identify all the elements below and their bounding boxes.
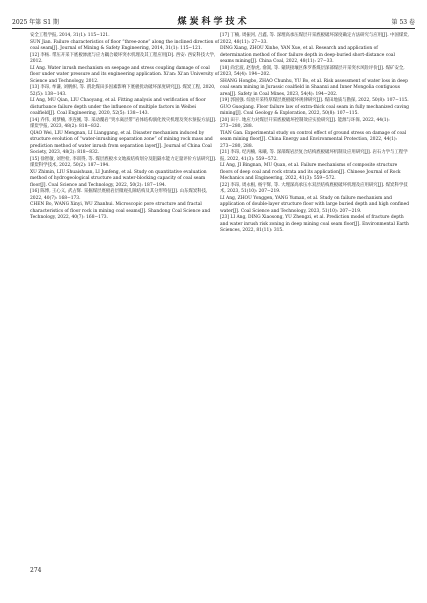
reference-entry: [23] LI Ang, DING Xiaosong, YU Zhengzi, et al. Prediction model of fracture depth and water inrush risk zoning in deep mining coal seam floor[J]. Environmental Earth Sciences, 2022, 81(11): 315. [220,215,409,233]
reference-entry: [17] 丁楠, 周振河, 吕鑫, 等. 深埋高承压煤层开采底板破坏深度确定方法研究与应用[J]. 中国煤炭, 2022, 48(11): 27−33. [220,33,410,45]
reference-entry: LI Ang, ZHOU Yonggen, YANG Yuman, et al. Study on failure mechanism and application of double-layer structure floor with large buried depth and high confined water[J]. Coal Science and Technology, 2023, 51(10): 207−219. [220,195,410,214]
reference-entry: LI Ang, JI Bingnan, MU Quan, et al. Failure mechanisms of composite structure floors of deep coal and rock strata and its application[J]. Chinese Journal of Rock Mechanics and Engineering, 2022, 41(3): 559−572. [220,163,401,181]
reference-entry: [20] 田干. 地应力对煤层开采底板破坏控制效应实验研究[J]. 能源与环保, 2022, 44(1): 273−280, 288. [220,117,390,129]
reference-entry: [13] 李昂, 牟谦, 刘帆帜, 等. 渭北煤田多因素影响下底板扰动破坏深度研究[J]. 煤炭工程, 2020, 52(5): 138−143. [30,85,216,97]
reference-entry: XU Zhimin, LIU Shuaishuan, LI Junfeng, et al. Study on quantitative evaluation method of hydrogeological structure and water-blocking capacity of coal seam floor[J]. Coal Science and Technology, 2022, 50(2): 187−194. [30,169,207,188]
page-header [12,14,415,26]
issue-label: 2025 年第 S1 期 [12,19,59,26]
reference-entry: TIAN Gan. Experimental study on control effect of ground stress on damage of coal seam mining floor[J]. China Energy and Environmental Protection, 2022, 44(1): 273−280, 288. [220,130,407,149]
reference-entry: GUO Guoqiang. Floor failure law of extra-thick coal seam in fully mechanized caving mining[J]. Coal Geology & Exploration, 2022, 50(8): 107−115. [220,104,409,116]
reference-entry: [19] 郭国强. 综放开采特厚煤层底板破坏规律研究[J]. 煤田地质与勘探, 2022, 50(8): 107−115. [220,98,409,103]
reference-entry: SUN Jian. Failure characteristics of floor “three-zone” along the inclined direction of coal seam[J]. Journal of Mining & Safety Engineering, 2014, 31(1): 115−121. [30,39,220,51]
journal-title: 煤炭科学技术 [177,17,250,27]
reference-entry: [22] 李昂, 周永根, 杨宇辉, 等. 大埋深高承压水双层结构底板破坏机理及应用研究[J]. 煤炭科学技术, 2023, 51(10): 207−219. [220,182,408,194]
reference-entry: DING Xiang, ZHOU Xinhe, YAN Xue, et al. Research and application of determination method of floor failure depth in deep-buried short-distance coal seams mining[J]. China Coal, 2022, 48(11): 27−33. [220,46,395,64]
reference-entry: [15] 徐智敏, 刘世检, 李训得, 等. 煤层底板水文地质结构划分及阻隔水能力定量评价方法研究[J]. 煤炭科学技术, 2022, 50(2): 187−194. [30,156,217,168]
reference-entry: [14] 乔伟, 刘梦楠, 李连刚, 等. 采动覆岩“突水离层带”岩体结构演化致灾机理及突水预报方法[J]. 煤炭学报, 2023, 48(2): 818−832. [30,117,217,129]
reference-entry: QIAO Wei, LIU Mengnan, LI Lianggang, et al. Disaster mechanism induced by structure evolution of “water-inrushing separation zone” of mining rock mass and prediction method of water inrush from separation layer[J]. Journal of China Coal Society, 2023, 48(2): 818−832. [30,130,213,155]
reference-column-left [30,33,220,222]
reference-entry: [18] 尚宏波, 赵春虎, 俞嵩, 等. 蒙陕接壤区侏罗系煤层深部煤层开采突水风险评价[J]. 煤矿安全, 2023, 54(4): 194−202. [220,65,405,77]
page-number: 274 [30,567,42,574]
reference-entry: SHANG Hongbo, ZHAO Chunhu, YU Bo, et al. Risk assessment of water loss in deep coal seam mining in Jurassic coalfield in Shaanxi and Inner Mongolia contiguous area[J]. Safety in Coal Mines, 2023, 54(4): 194−202. [220,78,408,97]
reference-entry: CHEN Bo, WANG Xinyi, WU Zhanhui. Microscopic pore structure and fractal characteristics of floor rock in mining coal seams[J]. Shandong Coal Science and Technology, 2022, 40(7): 168−173. [30,202,211,220]
reference-column-right [220,33,410,235]
reference-entry: [12] 李杨. 带压开采下底板渗流与应力耦合破坏突水机理及其工程应用[D]. 西安: 西安科技大学, 2012. [30,52,216,64]
reference-entry: LI Ang, MU Qian, LIU Chaoyang, et al. Fitting analysis and verification of floor disturbance failure depth under the influence of multiple factors in Weibei coalfield[J]. Coal Engineering, 2020, 52(5): 138−143. [30,98,206,116]
volume-label: 第 53 卷 [391,19,415,26]
reference-entry: [16] 陈博, 王心义, 武占辉. 采掘煤层底板岩层微观孔隙结构及其分形特征[J]. 山东煤炭科技, 2022, 40(7): 168−173. [30,189,208,201]
reference-entry: [21] 李昂, 纪丙楠, 朱曦, 等. 深部煤岩层复合结构底板破坏机制及应用研究[J]. 岩石力学与工程学报, 2022, 41(3): 559−572. [220,150,408,162]
header-rule [12,28,415,29]
reference-entry: 安全工程学报, 2014, 31(1): 115−121. [30,33,110,38]
reference-entry: LI Ang. Water inrush mechanism on seepage and stress coupling damage of coal floor under water pressure and its engineering application. Xi'an: Xi'an University of Science and Technology, 2012. [30,65,219,84]
